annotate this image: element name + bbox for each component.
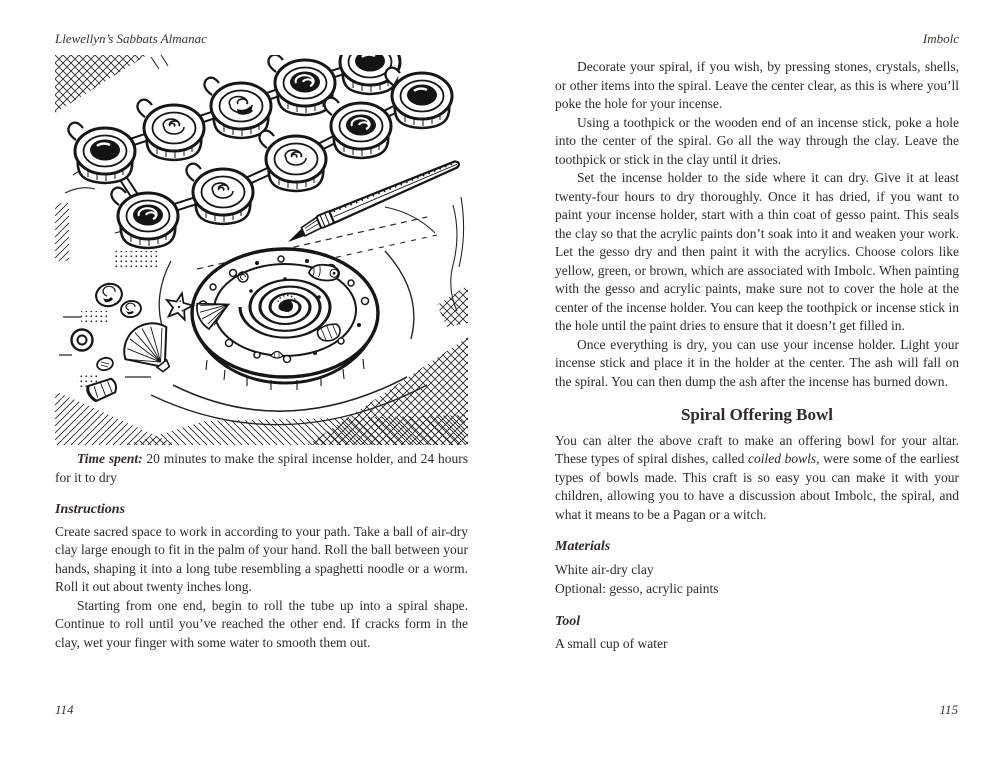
section-intro-italic-term: coiled bowls — [748, 451, 817, 466]
running-head-left: Llewellyn’s Sabbats Almanac — [55, 31, 207, 46]
ring-stone-illustration — [72, 330, 93, 351]
running-head-right: Imbolc — [922, 31, 959, 46]
paint-pots-illustration — [68, 55, 452, 248]
tool-item-1: A small cup of water — [555, 636, 668, 651]
body-paragraph-4: Once everything is dry, you can use your incense holder. Light your incense stick and place it in the holder at the center. The ash will fall on the spiral. You can then dump the ash after the incense has burned down. — [555, 336, 959, 389]
page-number-right: 115 — [939, 702, 958, 717]
materials-heading: Materials — [555, 539, 611, 554]
instructions-heading: Instructions — [55, 502, 126, 517]
scallop-shell-illustration — [115, 313, 187, 385]
section-intro-paragraph — [555, 432, 959, 525]
body-paragraph-2: Using a toothpick or the wooden end of an incense stick, poke a hole into the center of the spiral. Go all the way through the clay. Leave the toothpick or stick in the clay until it dries. — [555, 114, 959, 167]
left-page-body — [55, 450, 468, 652]
page-number-left: 114 — [55, 702, 74, 717]
right-page — [555, 30, 959, 654]
section-heading: Spiral Offering Bowl — [680, 405, 834, 424]
time-spent-paragraph — [55, 450, 468, 487]
left-page — [55, 30, 468, 652]
right-page-body — [555, 58, 959, 654]
body-paragraph-1: Decorate your spiral, if you wish, by pressing stones, crystals, shells, or other items into the spiral. Leave the center clear, as this is where you’ll poke the hole for your incense. — [555, 59, 959, 111]
starfish-illustration — [164, 291, 195, 321]
craft-illustration — [55, 55, 468, 445]
time-spent-label: Time spent: — [77, 451, 143, 466]
section-intro-after: , were some of the earliest types of bowls made. This craft is so easy you can make it with your children, allowing you to have a discussion about Imbolc, the spiral, and what it means to be a Pagan or a witch. — [555, 451, 959, 522]
instructions-paragraph-1: Create sacred space to work in according to your path. Take a ball of air-dry clay large enough to fit in the palm of your hand. Roll the ball between your hands, shaping it into a long tube resembling a spaghetti noodle or a worm. Roll it out about twenty inches long. — [55, 523, 468, 594]
tool-heading: Tool — [555, 613, 581, 629]
time-spent-text: 20 minutes to make the spiral incense holder, and 24 hours for it to dry — [55, 451, 468, 485]
materials-item-1: White air-dry clay — [555, 561, 654, 577]
body-paragraph-3: Set the incense holder to the side where it can dry. Give it at least twenty-four hours to dry thoroughly. Once it has dried, if you want to paint your incense holder, start with a thin coat of gesso paint. This seals the clay so that the acrylic paints don’t soak into it and weaken your work. Let the gesso dry and then paint it with the acrylics. Choose colors like yellow, green, or brown, which are associated with Imbolc. When painting with the gesso and acrylic paints, make sure not to cover the hole at the center of the incense holder. You can keep the toothpick or incense stick in the hole until the paint dries to ensure that it doesn’t get filled in. — [555, 170, 959, 333]
instructions-paragraph-2: Starting from one end, begin to roll the tube up into a spiral shape. Continue to roll until you’ve reached the other end. If cracks form in the clay, wet your finger with some water to smooth them out. — [55, 597, 468, 650]
spiral-incense-holder-illustration — [192, 249, 378, 390]
materials-item-2: Optional: gesso, acrylic paints — [555, 581, 719, 596]
section-intro-before: You can alter the above craft to make an offering bowl for your altar. These types of spiral dishes, called — [555, 432, 959, 466]
